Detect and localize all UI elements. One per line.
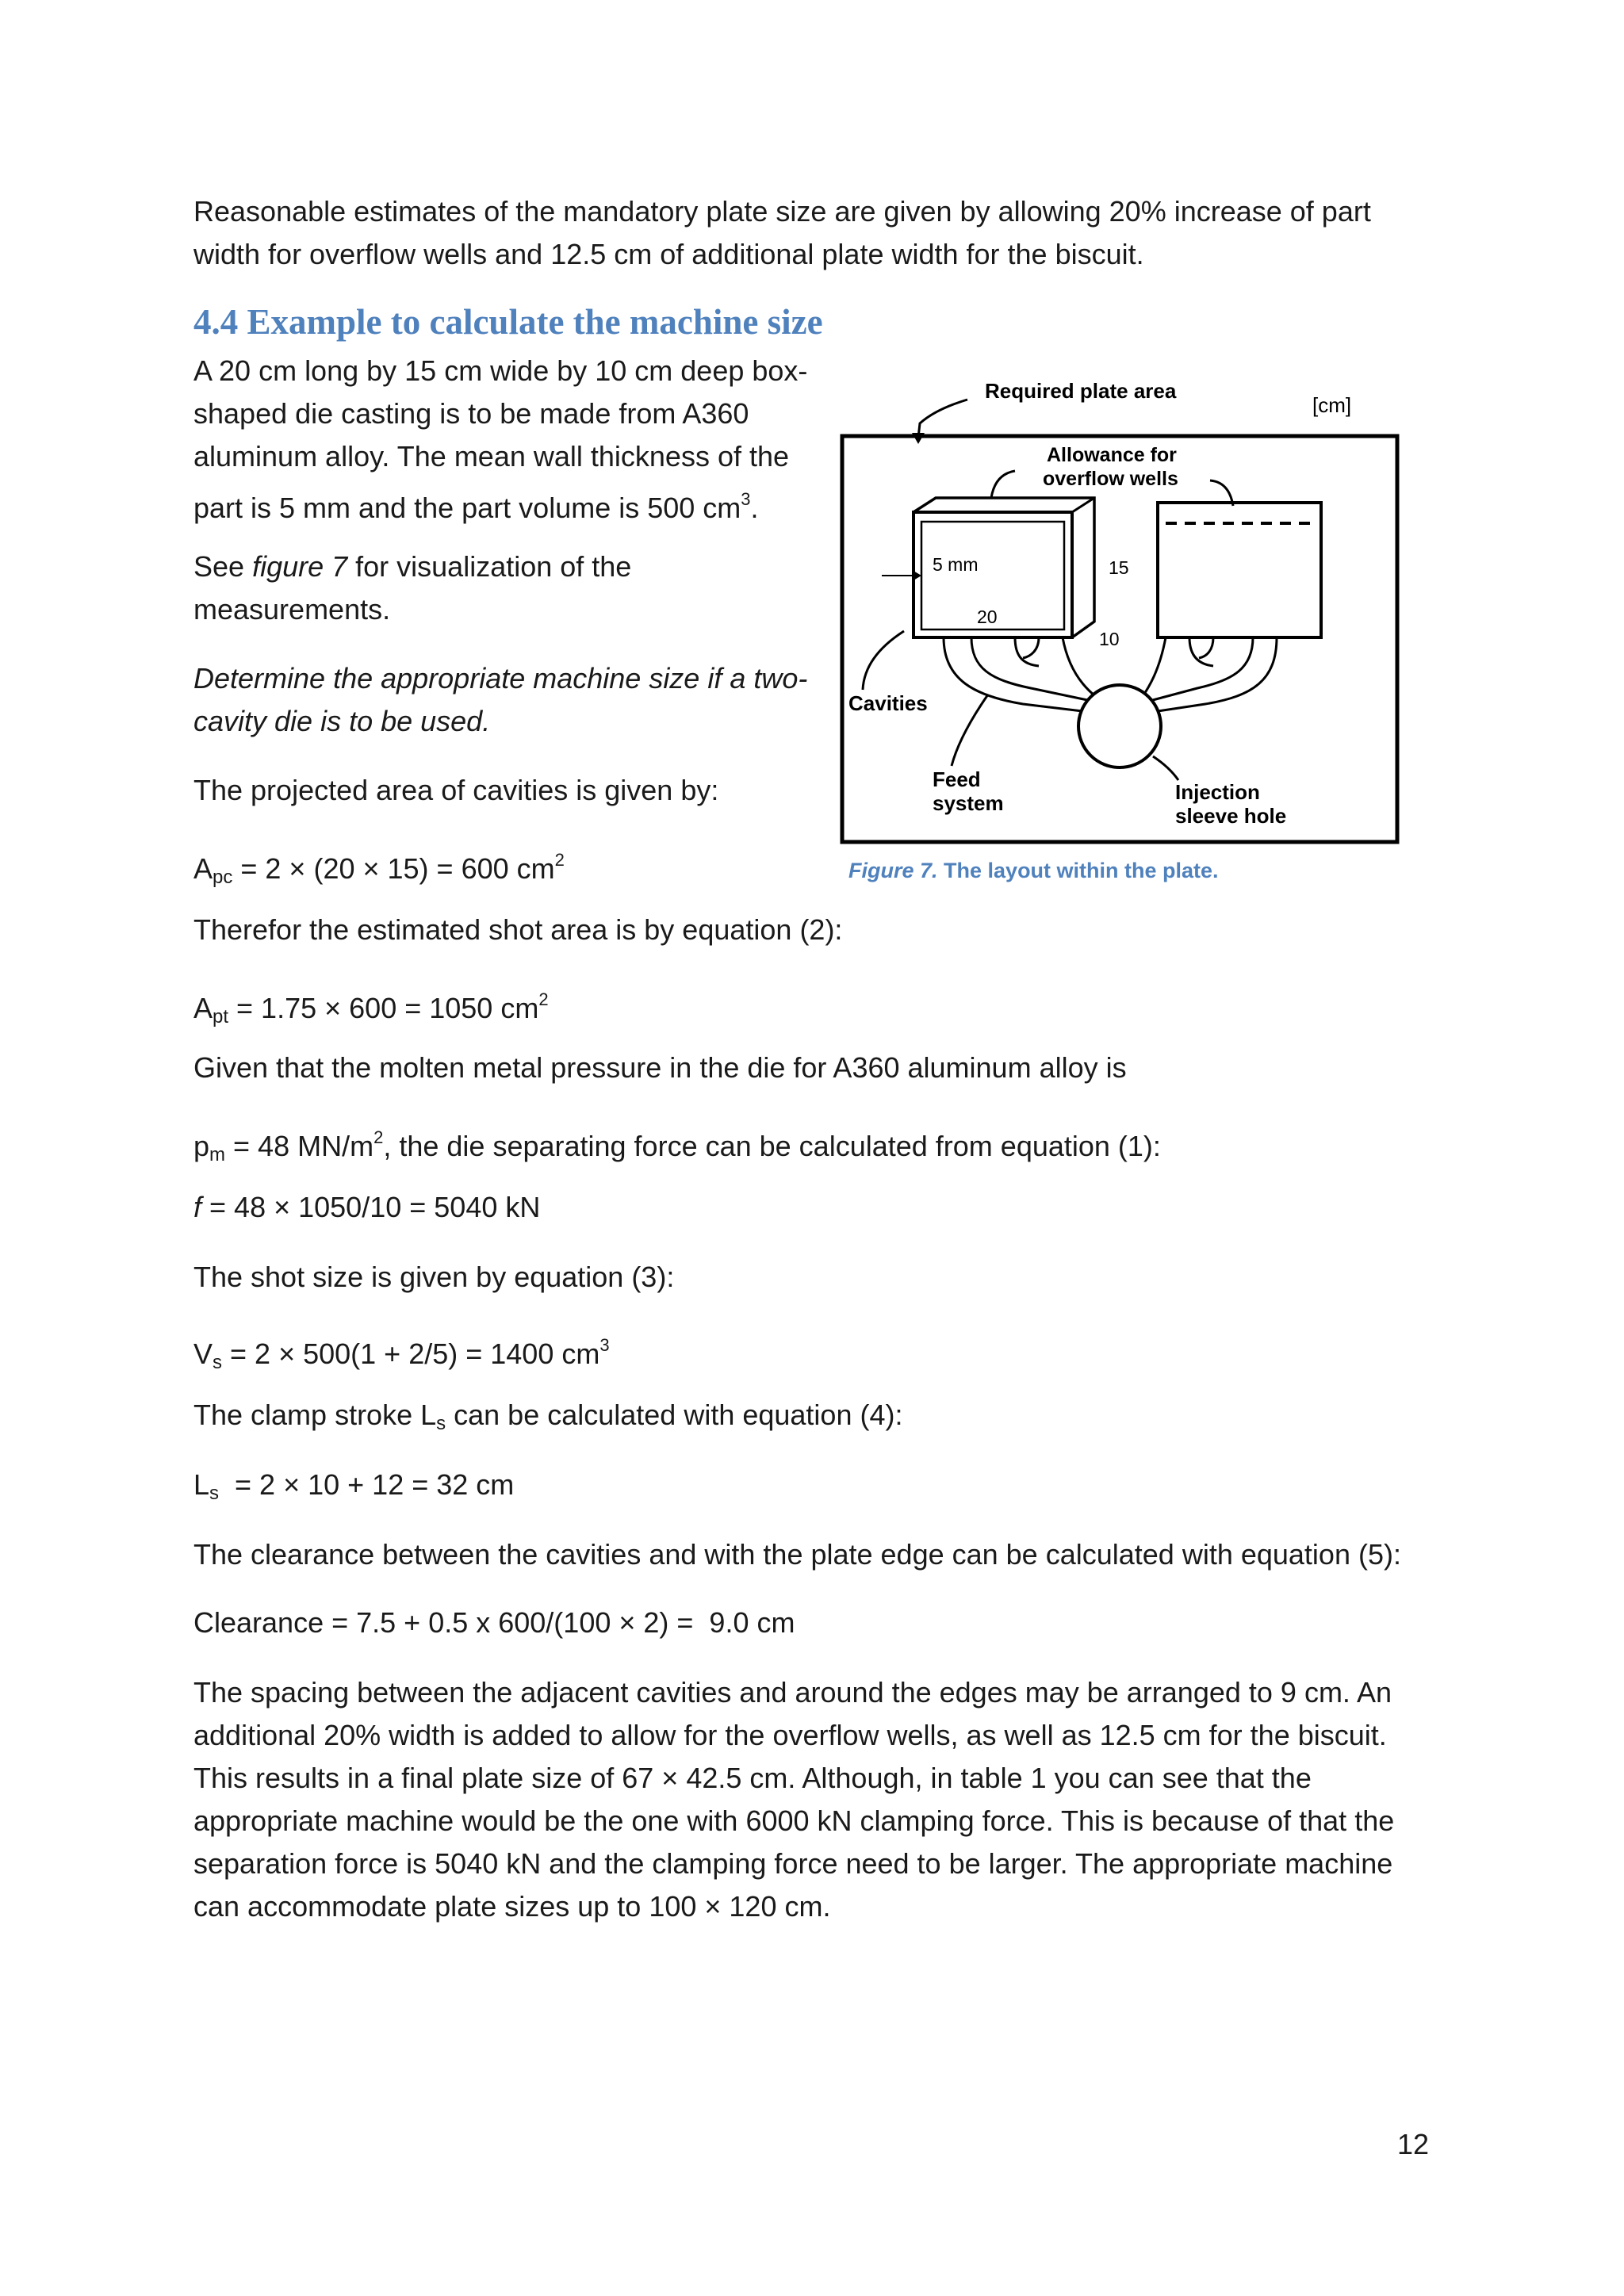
see-figure-paragraph — [193, 545, 812, 631]
dimension-20-label: 20 — [977, 607, 998, 627]
problem-text: A 20 cm long by 15 cm wide by 10 cm deep box-shaped die casting is to be made from A360 aluminum alloy. The mean wall thickness of the part is 5 mm and the part volume is 500 cm — [193, 354, 808, 524]
dimension-15-label: 15 — [1109, 557, 1129, 578]
runner-left-outer — [944, 637, 1102, 714]
equation-f — [193, 1186, 1431, 1229]
clamp-pre: The clamp stroke L — [193, 1399, 437, 1431]
injection-label-line2: sleeve hole — [1175, 804, 1287, 828]
feed-system-label-line2: system — [933, 791, 1004, 815]
equation-clearance: Clearance = 7.5 + 0.5 x 600/(100 × 2) = 9.0 cm — [193, 1606, 795, 1639]
apt-base: A — [193, 992, 213, 1024]
equation-vs — [193, 1324, 1431, 1384]
plate-layout-svg — [833, 371, 1411, 847]
caption-label: Figure 7. — [848, 859, 938, 882]
apt-subscript: pt — [213, 1006, 229, 1027]
page-number: 12 — [1397, 2128, 1430, 2160]
vs-expression: = 2 × 500(1 + 2/5) = 1400 cm — [222, 1337, 600, 1370]
wall-thickness-label: 5 mm — [933, 554, 979, 575]
runner-left-stub2 — [1023, 637, 1039, 658]
cavities-label: Cavities — [848, 691, 928, 715]
vs-subscript: s — [213, 1352, 223, 1373]
apc-expression: = 2 × (20 × 15) = 600 cm — [232, 852, 555, 885]
apt-superscript: 2 — [538, 989, 549, 1009]
injection-sleeve-hole — [1078, 685, 1161, 767]
injection-label-line1: Injection — [1175, 780, 1260, 804]
clamp-post: can be calculated with equation (4): — [446, 1399, 903, 1431]
vs-base: V — [193, 1337, 213, 1370]
apc-superscript: 2 — [554, 850, 565, 870]
problem-paragraph — [193, 350, 812, 530]
projected-area-text: The projected area of cavities is given by: — [193, 774, 719, 806]
ls-expression: = 2 × 10 + 12 = 32 cm — [219, 1468, 515, 1501]
therefor-text: Therefor the estimated shot area is by equation (2): — [193, 913, 843, 946]
equation-apc — [193, 839, 812, 899]
runner-right-stub2 — [1199, 637, 1213, 658]
pm-base: p — [193, 1130, 210, 1162]
right-cavity-box — [1158, 503, 1321, 637]
f-expression: = 48 × 1050/10 = 5040 kN — [201, 1191, 541, 1223]
injection-pointer — [1153, 756, 1178, 780]
pm-superscript: 2 — [373, 1127, 384, 1147]
runner-left-inner — [971, 637, 1106, 704]
ls-subscript: s — [209, 1483, 220, 1504]
allowance-label-line1: Allowance for — [1047, 444, 1177, 466]
apc-base: A — [193, 852, 213, 885]
required-area-pointer — [918, 400, 967, 438]
equation-ls — [193, 1464, 1431, 1515]
see-figure-pre: See — [193, 550, 253, 583]
pm-subscript: m — [209, 1144, 226, 1165]
see-figure-post: for visualization of the measurements. — [193, 550, 632, 626]
given-text: Given that the molten metal pressure in the die for A360 aluminum alloy is — [193, 1051, 1127, 1084]
caption-text: The layout within the plate. — [937, 859, 1219, 882]
required-plate-area-label: Required plate area — [985, 379, 1177, 403]
cavities-pointer — [863, 631, 904, 690]
figure-7-diagram — [833, 371, 1411, 847]
intro-paragraph: Reasonable estimates of the mandatory plate size are given by allowing 20% increase of part width for overflow wells and 12.5 cm of additional plate width for the biscuit. — [193, 195, 1371, 270]
figure-reference: figure 7 — [252, 550, 348, 583]
dimension-10-label: 10 — [1099, 629, 1120, 649]
apt-expression: = 1.75 × 600 = 1050 cm — [228, 992, 539, 1024]
equation-apt — [193, 978, 1431, 1039]
feed-system-pointer — [952, 695, 988, 766]
vs-superscript: 3 — [599, 1335, 610, 1355]
clearance-intro-text: The clearance between the cavities and with the plate edge can be calculated with equation (5): — [193, 1538, 1401, 1571]
left-cavity-depth-edge — [1072, 498, 1094, 512]
clamp-stroke-text — [193, 1394, 1431, 1445]
wall-arrowhead — [914, 571, 921, 580]
problem-end: . — [750, 492, 759, 524]
figure-caption — [848, 859, 1219, 883]
equation-pm — [193, 1116, 1431, 1177]
pm-rest: , the die separating force can be calculated from equation (1): — [383, 1130, 1161, 1162]
allowance-pointer-left — [991, 471, 1015, 498]
clamp-subscript: s — [436, 1413, 446, 1434]
allowance-label-line2: overflow wells — [1043, 468, 1178, 490]
pm-expression: = 48 MN/m — [225, 1130, 374, 1162]
task-paragraph: Determine the appropriate machine size if a two-cavity die is to be used. — [193, 662, 808, 737]
apc-subscript: pc — [213, 867, 233, 888]
section-heading: 4.4 Example to calculate the machine size — [193, 302, 823, 342]
ls-base: L — [193, 1468, 210, 1501]
shot-size-text: The shot size is given by equation (3): — [193, 1261, 675, 1293]
required-area-arrowhead — [912, 433, 925, 444]
f-variable: f — [193, 1191, 202, 1223]
unit-label: [cm] — [1312, 393, 1352, 417]
conclusion-paragraph: The spacing between the adjacent cavities and around the edges may be arranged to 9 cm. An additional 20% width is added to allow for the overflow wells, as well as 12.5 cm for the biscuit. This results in a final plate size of 67 × 42.5 cm. Although, in table 1 you can see that the appropriate machine would be the one with 6000 kN clamping force. This is because of that the separation force is 5040 kN and the clamping force need to be larger. The appropriate machine can accommodate plate sizes up to 100 × 120 cm. — [193, 1676, 1395, 1923]
feed-system-label-line1: Feed — [933, 767, 981, 791]
problem-superscript: 3 — [741, 489, 751, 509]
